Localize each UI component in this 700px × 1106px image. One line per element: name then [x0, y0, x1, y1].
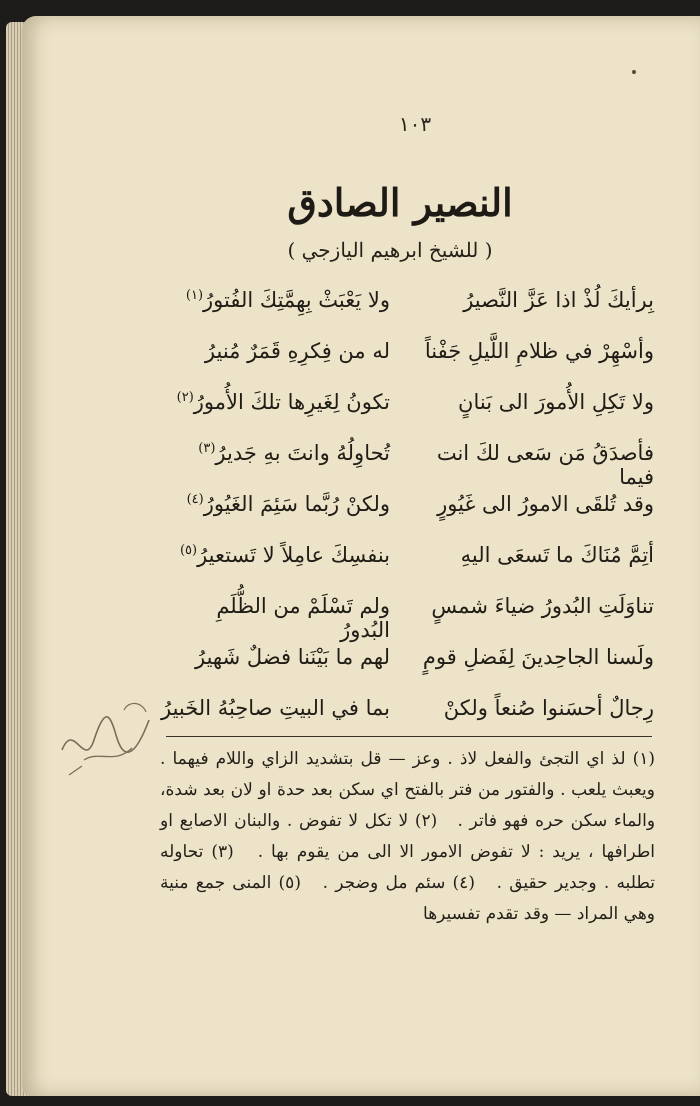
footnote-divider — [166, 736, 652, 737]
second-hemistich: ولكنْ رُبَّما سَئِمَ الغَيُورُ$^{(٤)}$ — [186, 492, 390, 516]
verse — [160, 535, 660, 585]
second-hemistich: له من فِكرِهِ قَمَرٌ مُنيرُ — [204, 339, 390, 363]
footnote-ref: (٤) — [186, 492, 204, 507]
footnote-ref: (٣) — [198, 441, 216, 456]
second-hemistich: بنفسِكَ عامِلاً لا تَستعيرُ$^{(٥)}$ — [179, 543, 390, 567]
footnote — [242, 842, 250, 862]
verse — [160, 586, 660, 642]
page-number: ١٠٣ — [398, 112, 432, 136]
verse — [160, 688, 660, 738]
verse — [160, 382, 660, 432]
footnote — [482, 873, 489, 893]
first-hemistich: وقد تُلقَى الامورُ الى غَيُورٍ — [437, 492, 654, 516]
first-hemistich: ولا تَكِلِ الأُمورَ الى بَنانٍ — [458, 390, 654, 414]
verse — [160, 331, 660, 381]
poem-author: ( للشيخ ابرهيم اليازجي ) — [287, 238, 493, 262]
first-hemistich: تناوَلَتِ البُدورُ ضياءَ شمسٍ — [431, 594, 654, 618]
second-hemistich: بما في البيتِ صاحِبُهُ الخَبيرُ — [160, 696, 390, 720]
footnote: (٣) تحاوله تطلبه . وجدير حقيق . — [160, 842, 655, 893]
footnote: (٤) سئم مل وضجر . — [322, 873, 475, 893]
first-hemistich: رِجالٌ أحسَنوا صُنعاً ولكنْ — [443, 696, 654, 720]
first-hemistich: فأصدَقُ مَن سَعى لكَ انت فيما — [436, 441, 654, 489]
footnote — [444, 811, 451, 831]
footnote — [308, 873, 315, 893]
footnote-ref: (٥) — [179, 543, 198, 558]
second-hemistich: ولم تَسْلَمْ من الظُّلَمِ البُدورُ — [216, 594, 390, 642]
second-hemistich: تكونُ لِغَيرِها تلكَ الأُمورُ$^{(٢)}$ — [176, 390, 390, 414]
footnote: (٥) المنى جمع منية وهي المراد — وقد تقدم تفسيرها — [160, 873, 655, 924]
verse — [160, 637, 660, 687]
footnote-ref: (١) — [185, 288, 204, 303]
second-hemistich: لهم ما بَيْنَنا فضلٌ شَهيرُ — [194, 645, 390, 669]
verse — [160, 484, 660, 534]
second-hemistich: ولا يَعْبَثْ بِهِمَّتِكَ الفُتورُ$^{(١)}$ — [185, 288, 390, 312]
footnotes — [160, 744, 655, 930]
footnote: (١) لذ اي التجئ والفعل لاذ . وعز — قل بتشديد الزاي واللام فيهما . ويعبث يلعب . والفتور من فتر بالفتح اي سكن بعد حدة او لان بعد شدة، والماء سكن حره فهو فاتر . — [160, 749, 656, 831]
first-hemistich: بِرأيكَ لُذْ اذا عَزَّ النَّصيرُ — [463, 288, 654, 312]
verse — [160, 280, 660, 330]
handwritten-marginal-note — [54, 690, 164, 780]
poem-title: النصير الصادق — [287, 180, 513, 225]
first-hemistich: ولَسنا الجاحِدينَ لِفَضلِ قومٍ — [422, 645, 654, 669]
footnote: (٢) لا تكل لا تفوض . والبنان الاصابع او اطرافها ، يريد : لا تفوض الامور الا الى من يقوم بها . — [160, 811, 655, 862]
second-hemistich: تُحاوِلُهُ وانتَ بهِ جَديرُ$^{(٣)}$ — [198, 441, 390, 465]
first-hemistich: أتِمَّ مُنَاكَ ما تَسعَى اليهِ — [460, 543, 654, 567]
footnote-ref: (٢) — [176, 390, 194, 405]
verse — [160, 433, 660, 489]
first-hemistich: وأسْهِرْ في ظلامِ اللَّيلِ جَفْناً — [424, 339, 654, 363]
ink-dot — [632, 70, 636, 74]
